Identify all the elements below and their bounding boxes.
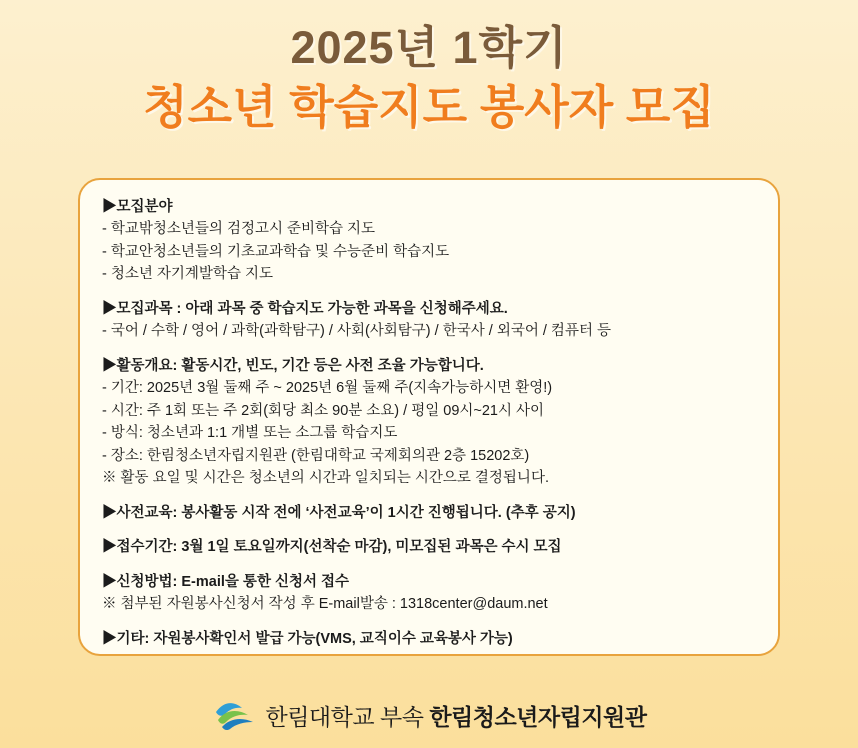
- section-recruit-field: [102, 196, 756, 286]
- section-line: - 학교안청소년들의 기초교과학습 및 수능준비 학습지도: [102, 243, 450, 260]
- section-recruit-subject: [102, 298, 756, 343]
- section-line: - 장소: 한림청소년자립지원관 (한림대학교 국제회의관 2층 15202호): [102, 447, 530, 464]
- footer-org: [266, 699, 647, 732]
- wave-logo-icon: [212, 698, 258, 732]
- section-pre-training: [102, 502, 756, 524]
- section-heading: ▶신청방법: E-mail을 통한 신청서 접수: [102, 573, 350, 590]
- section-application-period: [102, 536, 756, 558]
- section-line: - 학교밖청소년들의 검정고시 준비학습 지도: [102, 221, 376, 238]
- section-heading: ▶활동개요: 활동시간, 빈도, 기간 등은 사전 조율 가능합니다.: [102, 357, 484, 374]
- section-heading: ▶사전교육: 봉사활동 시작 전에 ‘사전교육’이 1시간 진행됩니다. (추후 공지): [102, 504, 576, 521]
- section-activity-overview: [102, 355, 756, 490]
- section-etc: [102, 628, 756, 650]
- section-note: ※ 첨부된 자원봉사신청서 작성 후 E-mail발송 : 1318center@daum.net: [102, 596, 548, 613]
- poster-footer: [0, 698, 858, 732]
- section-line: - 청소년 자기계발학습 지도: [102, 266, 273, 283]
- section-application-method: [102, 571, 756, 616]
- section-heading: ▶모집분야: [102, 199, 173, 215]
- footer-org-prefix: 한림대학교 부속: [265, 703, 424, 730]
- section-heading: ▶접수기간: 3월 1일 토요일까지(선착순 마감), 미모집된 과목은 수시 모집: [102, 539, 562, 556]
- section-line: - 국어 / 수학 / 영어 / 과학(과학탐구) / 사회(사회탐구) / 한국사 / 외국어 / 컴퓨터 등: [102, 323, 611, 340]
- section-heading: ▶기타: 자원봉사확인서 발급 가능(VMS, 교직이수 교육봉사 가능): [102, 630, 513, 647]
- section-note: ※ 활동 요일 및 시간은 청소년의 시간과 일치되는 시간으로 결정됩니다.: [102, 470, 549, 487]
- title-line-2: 청소년 학습지도 봉사자 모집: [143, 80, 715, 133]
- poster-title: [0, 0, 858, 135]
- section-line: - 시간: 주 1회 또는 주 2회(회당 최소 90분 소요) / 평일 09시~21시 사이: [102, 402, 545, 419]
- footer-org-name: 한림청소년자립지원관: [429, 703, 647, 730]
- title-line-1: 2025년 1학기: [290, 22, 568, 73]
- poster-body-card: [78, 178, 780, 656]
- section-line: - 방식: 청소년과 1:1 개별 또는 소그룹 학습지도: [102, 425, 398, 442]
- section-line: - 기간: 2025년 3월 둘째 주 ~ 2025년 6월 둘째 주(지속가능하시면 환영!): [102, 380, 553, 397]
- section-heading: ▶모집과목 : 아래 과목 중 학습지도 가능한 과목을 신청해주세요.: [102, 300, 508, 317]
